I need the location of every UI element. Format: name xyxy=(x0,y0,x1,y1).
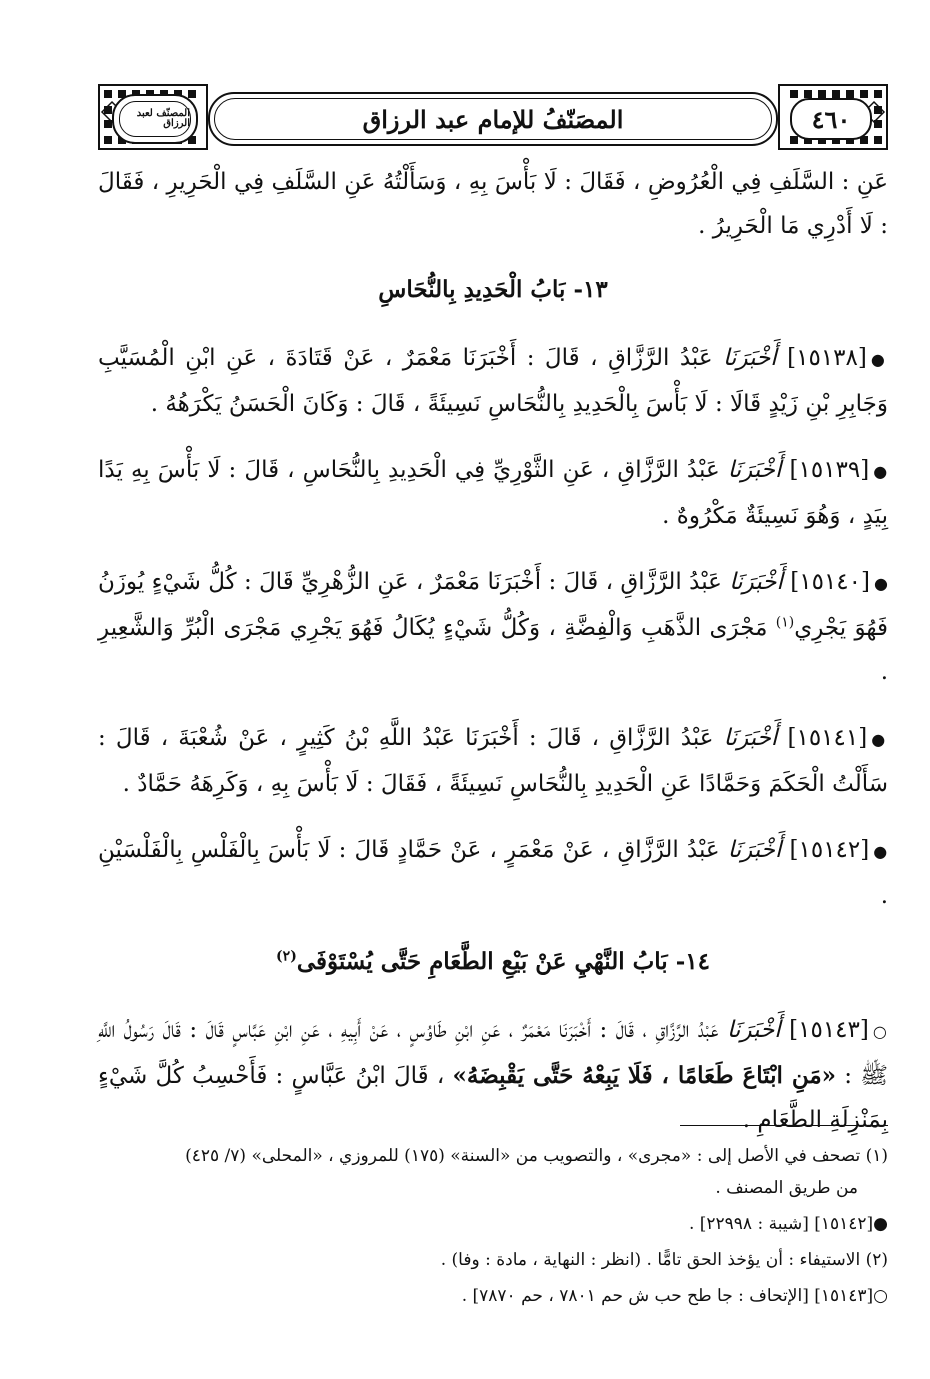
entry-text: عَبْدُ الرَّزَّاقِ ، عَنِ الثَّوْرِيِّ فِي الْحَدِيدِ بِالنُّحَاسِ ، قَالَ : لَا بَأْسَ بِهِ يَدًا بِيَدٍ ، وَهُوَ نَسِيئَةٌ مَكْرُوهٌ . xyxy=(98,457,888,529)
entry-isnad: أَخْبَرَنَا xyxy=(723,345,777,371)
entry-isnad: أَخْبَرَنَا xyxy=(727,457,782,483)
chapter-14-title: ١٤- بَابُ النَّهْيِ عَنْ بَيْعِ الطَّعَامِ حَتَّى يُسْتَوْفَى xyxy=(296,948,710,975)
entry-number: [١٥١٣٨] xyxy=(787,345,867,371)
footnote-reference[interactable]: (٢) xyxy=(276,948,297,965)
footnote-1-line-2: من طريق المصنف . xyxy=(715,1178,858,1198)
entry-marker: ● xyxy=(873,842,888,861)
running-title-cartouche xyxy=(208,92,778,146)
entry-isnad: أَخْبَرَنَا xyxy=(727,1017,781,1043)
entry-isnad: أَخْبَرَنَا xyxy=(723,725,778,751)
entry-marker: ● xyxy=(874,574,889,593)
footnotes xyxy=(98,1140,888,1316)
running-title: المصَنّفُ للإمام عبد الرزاق xyxy=(362,104,624,134)
entry-text: عَبْدُ الرَّزَّاقِ ، قَالَ : أَخْبَرَنَا مَعْمَرٌ ، عَنِ ابْنِ طَاوُسٍ ، عَنْ أَبِيهِ ، عَنِ ابْنِ عَبَّاسٍ قَالَ : قَالَ رَسُولُ اللَّهِ ﷺ : xyxy=(98,1017,888,1089)
entry-text: عَبْدُ الرَّزَّاقِ ، قَالَ : أَخْبَرَنَا مَعْمَرٌ ، عَنْ قَتَادَةَ ، عَنِ ابْنِ الْمُسَيَّبِ وَجَابِرِ بْنِ زَيْدٍ قَالَا : لَا بَأْسَ بِالْحَدِيدِ بِالنُّحَاسِ نَسِيئَةً ، قَالَ : وَكَانَ الْحَسَنُ يَكْرَهُهُ . xyxy=(98,345,888,417)
footnote-divider xyxy=(680,1125,888,1126)
footnote-ref-15143: ○[١٥١٤٣] [الإتحاف : جا طح حب ش حم ٧٨٠١ ، حم ٧٨٧٠] . xyxy=(461,1286,888,1306)
page-header xyxy=(98,84,888,150)
entry-marker: ● xyxy=(870,350,888,369)
entry-number: [١٥١٤٢] xyxy=(789,837,870,863)
hadith-entry xyxy=(98,560,888,694)
seal-text: المصنّف لعبد الرزاق xyxy=(119,101,191,137)
entry-marker: ● xyxy=(873,462,889,481)
entry-number: [١٥١٤٠] xyxy=(790,569,871,595)
book-seal xyxy=(112,94,198,144)
continuation-paragraph: عَنِ : السَّلَفِ فِي الْعُرُوضِ ، فَقَالَ : لَا بَأْسَ بِهِ ، وَسَأَلْتُهُ عَنِ السَّلَفِ فِي الْحَرِيرِ ، فَقَالَ : لَا أَدْرِي مَا الْحَرِيرُ . xyxy=(98,169,888,239)
hadith-entry xyxy=(98,336,888,426)
footnote-ref-15142: ●[١٥١٤٢] [شيبة : ٢٢٩٩٨] . xyxy=(688,1214,888,1234)
entry-number: [١٥١٣٩] xyxy=(789,457,870,483)
prophetic-quote: «مَنِ ابْتَاعَ طَعَامًا ، فَلَا يَبِعْهُ حَتَّى يَقْبِضَهُ» xyxy=(452,1062,837,1089)
entry-text-continued: مَجْرَى الذَّهَبِ وَالْفِضَّةِ ، وَكُلُّ شَيْءٍ يُكَالُ فَهُوَ يَجْرِي مَجْرَى الْبُرِّ وَالشَّعِيرِ . xyxy=(98,615,888,685)
hadith-entry xyxy=(98,716,888,806)
entry-text-continued: ، قَالَ ابْنُ عَبَّاسٍ : فَأَحْسِبُ كُلَّ شَيْءٍ بِمَنْزِلَةِ الطَّعَامِ . xyxy=(98,1063,888,1133)
entry-text: عَبْدُ الرَّزَّاقِ ، قَالَ : أَخْبَرَنَا مَعْمَرٌ ، عَنِ الزُّهْرِيِّ قَالَ : كُلُّ شَيْءٍ يُوزَنُ فَهُوَ يَجْرِي xyxy=(98,569,888,641)
entry-text: عَبْدُ الرَّزَّاقِ ، قَالَ : أَخْبَرَنَا عَبْدُ اللَّهِ بْنُ كَثِيرٍ ، عَنْ شُعْبَةَ ، قَالَ : سَأَلْتُ الْحَكَمَ وَحَمَّادًا عَنِ الْحَدِيدِ بِالنُّحَاسِ نَسِيئَةً ، فَقَالَ : لَا بَأْسَ بِهِ ، وَكَرِهَهُ حَمَّادٌ . xyxy=(98,725,888,797)
main-text xyxy=(98,160,888,1164)
entry-isnad: أَخْبَرَنَا xyxy=(727,837,782,863)
entry-marker: ○ xyxy=(872,1022,888,1041)
entry-number: [١٥١٤٣] xyxy=(789,1017,869,1043)
chapter-heading-13: ١٣- بَابُ الْحَدِيدِ بِالنُّحَاسِ xyxy=(378,276,608,303)
chapter-heading-14 xyxy=(98,940,888,984)
footnote-2: (٢) الاستيفاء : أن يؤخذ الحق تامًّا . (انظر : النهاية ، مادة : وفا) . xyxy=(440,1250,888,1270)
entry-isnad: أَخْبَرَنَا xyxy=(729,569,783,595)
entry-text: عَبْدُ الرَّزَّاقِ ، عَنْ مَعْمَرٍ ، عَنْ حَمَّادٍ قَالَ : لَا بَأْسَ بِالْفَلْسِ بِالْفَلْسَيْنِ . xyxy=(98,837,888,909)
footnote-1 xyxy=(98,1140,888,1204)
hadith-entry xyxy=(98,448,888,538)
entry-marker: ● xyxy=(871,730,889,749)
page-number: ٤٦٠ xyxy=(790,98,872,140)
hadith-entry xyxy=(98,828,888,918)
hadith-entry xyxy=(98,1008,888,1142)
entry-number: [١٥١٤١] xyxy=(787,725,868,751)
footnote-1-line-1: (١) تصحف في الأصل إلى : «مجرى» ، والتصويب من «السنة» (١٧٥) للمروزي ، «المحلى» (٧/ ٤٢٥) xyxy=(185,1146,888,1166)
footnote-reference[interactable]: (١) xyxy=(775,614,795,631)
